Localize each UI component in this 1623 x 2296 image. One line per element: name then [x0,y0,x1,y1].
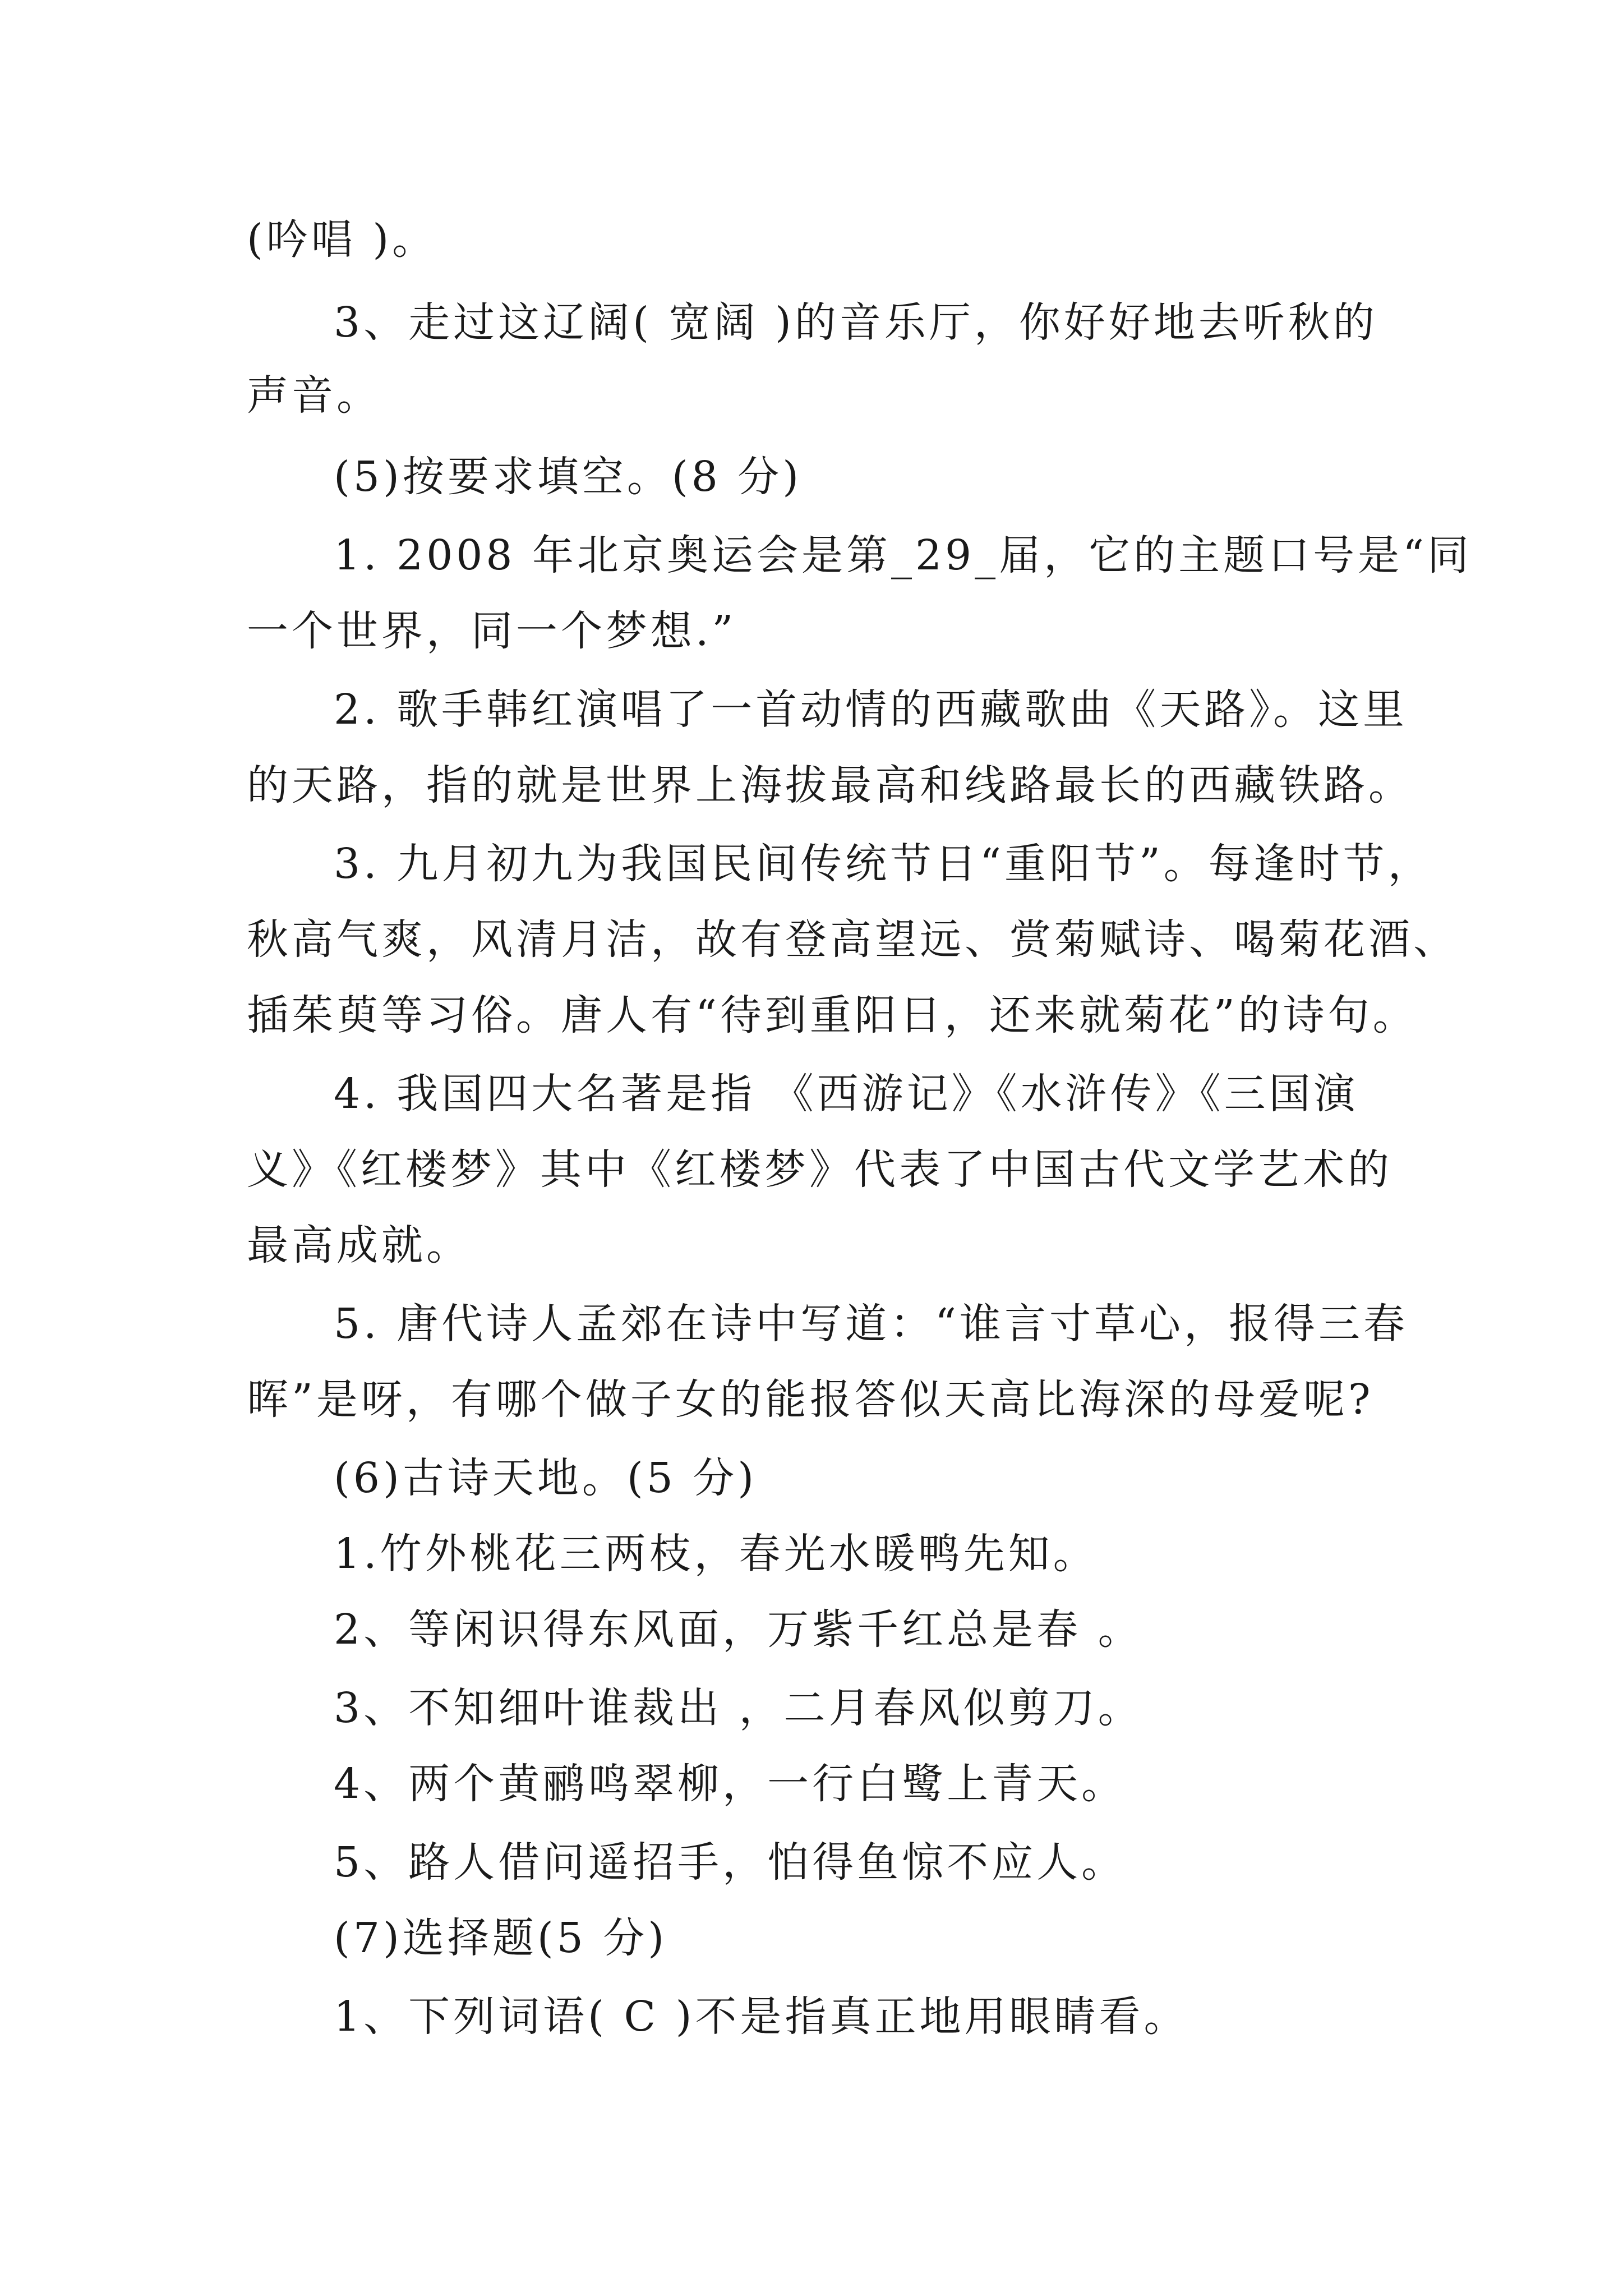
text-line: 声音。 [247,371,381,420]
text-line: 3. 九月初九为我国民间传统节日“重阳节”。每逢时节， [334,840,1433,888]
text-line: 1. 2008 年北京奥运会是第_29_届，它的主题口号是“同 [334,531,1472,579]
text-line: 晖”是呀，有哪个做子女的能报答似天高比海深的母爱呢? [247,1375,1374,1424]
text-line: 4. 我国四大名著是指 《西游记》《水浒传》《三国演 [334,1070,1359,1118]
text-line: 4、两个黄鹂鸣翠柳，一行白鹭上青天。 [334,1760,1127,1808]
text-line: 3、走过这辽阔( 宽阔 )的音乐厅，你好好地去听秋的 [334,298,1378,347]
text-line: 1、下列词语( C )不是指真正地用眼睛看。 [334,1993,1189,2041]
text-line: 秋高气爽，风清月洁，故有登高望远、赏菊赋诗、喝菊花酒、 [247,915,1458,964]
text-line: 最高成就。 [247,1221,471,1269]
section-heading: (7)选择题(5 分) [334,1914,668,1962]
text-line: 3、不知细叶谁裁出 ，二月春风似剪刀。 [334,1684,1143,1732]
text-line: 2、等闲识得东风面，万紫千红总是春 。 [334,1605,1143,1654]
text-line: 5、路人借问遥招手，怕得鱼惊不应人。 [334,1838,1127,1887]
text-line: 的天路，指的就是世界上海拔最高和线路最长的西藏铁路。 [247,761,1413,809]
text-line: 义》《红楼梦》其中《红楼梦》代表了中国古代文学艺术的 [247,1145,1393,1194]
text-line: 1.竹外桃花三两枝，春光水暖鸭先知。 [334,1530,1098,1578]
text-line: (吟唱 )。 [247,215,437,264]
section-heading: (6)古诗天地。(5 分) [334,1454,758,1502]
section-heading: (5)按要求填空。(8 分) [334,453,803,501]
text-line: 5. 唐代诗人孟郊在诗中写道：“谁言寸草心，报得三春 [334,1300,1408,1348]
text-line: 一个世界，同一个梦想.” [247,607,737,655]
text-line: 2. 歌手韩红演唱了一首动情的西藏歌曲《天路》。这里 [334,685,1408,734]
text-line: 插茱萸等习俗。唐人有“待到重阳日，还来就菊花”的诗句。 [247,991,1418,1039]
